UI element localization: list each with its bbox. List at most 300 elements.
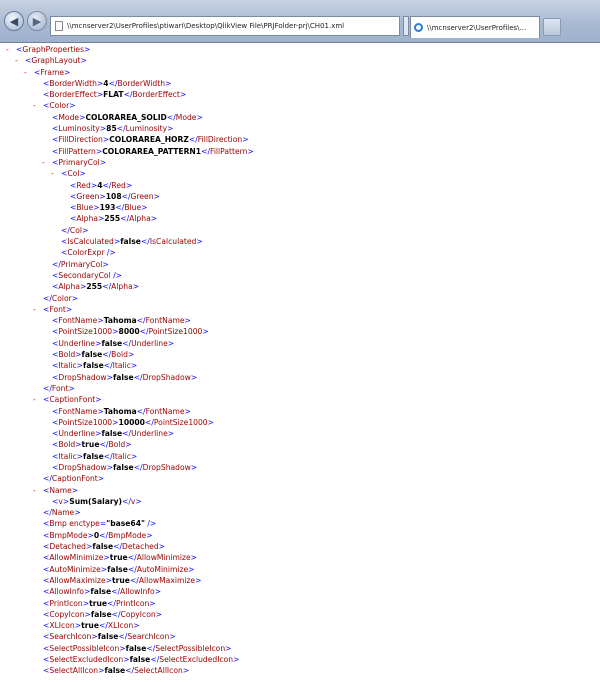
xml-tag-name: FontName	[145, 316, 185, 326]
xml-tag-name: Mode	[175, 112, 197, 122]
xml-line	[0, 406, 600, 417]
xml-tag-name: AutoMinimize	[136, 564, 189, 574]
xml-tag-name: AllowInfo	[120, 587, 155, 597]
xml-bracket: >	[125, 180, 133, 190]
xml-tag-name: Underline	[131, 429, 168, 439]
xml-bracket: >	[169, 632, 176, 642]
xml-line	[0, 338, 600, 349]
xml-bracket: >	[87, 530, 94, 540]
xml-bracket: <	[43, 90, 50, 100]
xml-bracket: </	[125, 666, 135, 676]
xml-line	[0, 372, 600, 383]
xml-bracket: <	[52, 270, 59, 280]
xml-tag-name: Bmp	[49, 519, 67, 529]
xml-bracket: >	[190, 372, 198, 382]
xml-line	[0, 78, 600, 89]
xml-line	[0, 530, 600, 541]
xml-bracket: <	[52, 338, 59, 348]
xml-line	[0, 123, 600, 134]
xml-bracket: <	[52, 451, 59, 461]
xml-bracket: </	[102, 180, 112, 190]
xml-bracket: </	[123, 90, 133, 100]
xml-bracket: >	[133, 621, 140, 631]
xml-value: COLORAREA_HORZ	[109, 135, 189, 145]
xml-tag-name: Alpha	[129, 214, 151, 224]
xml-tag-name: Detached	[49, 542, 87, 552]
xml-tag-name: SelectAllIcon	[134, 666, 183, 676]
address-text: \\mcnserver2\UserProfiles\ptiwari\Desktop\QlikView File\PRJFolder-prj\CH01.xml	[67, 22, 345, 30]
xml-bracket: >	[99, 191, 106, 201]
xml-bracket: </	[201, 146, 210, 156]
xml-bracket: >	[62, 496, 70, 506]
xml-tag-name: Alpha	[76, 214, 98, 224]
xml-bracket: >	[146, 530, 153, 540]
xml-value: 255	[86, 282, 103, 292]
xml-tag-name: FontName	[58, 316, 98, 326]
xml-bracket: >	[130, 361, 138, 371]
xml-line	[0, 394, 600, 405]
xml-value: true	[89, 598, 108, 608]
xml-value: 4	[97, 180, 103, 190]
xml-bracket: <	[43, 632, 50, 642]
xml-bracket: >	[233, 655, 240, 665]
xml-tag-name: FillPattern	[210, 146, 248, 156]
xml-attr-value: "base64"	[106, 519, 145, 529]
xml-tag-name: Underline	[58, 338, 96, 348]
tab-title: \\mcnserver2\UserProfiles\...	[427, 23, 527, 32]
xml-bracket: <	[43, 643, 50, 653]
xml-bracket: >	[112, 327, 119, 337]
xml-value: false	[81, 350, 103, 360]
xml-bracket: <	[43, 609, 50, 619]
xml-bracket: >	[179, 90, 187, 100]
xml-value: true	[81, 621, 99, 631]
xml-bracket: </	[122, 338, 132, 348]
xml-bracket: <	[43, 519, 50, 529]
xml-bracket: <	[70, 214, 77, 224]
xml-bracket: >	[97, 474, 105, 484]
xml-bracket: </	[113, 542, 123, 552]
xml-line	[0, 168, 600, 179]
xml-tag-name: Font	[49, 304, 66, 314]
tab-divider	[403, 16, 409, 36]
xml-bracket: >	[167, 338, 175, 348]
xml-tag-name: Blue	[124, 203, 142, 213]
xml-line	[0, 598, 600, 609]
xml-bracket: </	[127, 564, 137, 574]
xml-tag-name: CaptionFont	[49, 395, 96, 405]
xml-bracket: >	[97, 406, 104, 416]
xml-line	[0, 620, 600, 631]
xml-value: 255	[104, 214, 121, 224]
xml-attr-name: enctype	[66, 519, 100, 529]
xml-line	[0, 112, 600, 123]
xml-line	[0, 146, 600, 157]
xml-bracket: </	[108, 78, 118, 88]
xml-tag-name: DropShadow	[58, 372, 107, 382]
xml-tag-name: SelectPossibleIcon	[49, 643, 120, 653]
xml-line	[0, 281, 600, 292]
xml-bracket: </	[121, 191, 131, 201]
xml-value: false	[125, 643, 147, 653]
xml-value: false	[129, 655, 151, 665]
xml-value: 0	[93, 530, 100, 540]
xml-bracket: <	[43, 553, 50, 563]
xml-bracket: <	[61, 248, 68, 258]
xml-bracket: </	[122, 496, 131, 506]
xml-bracket: >	[184, 316, 191, 326]
xml-bracket: <	[43, 542, 50, 552]
xml-value: 193	[99, 203, 116, 213]
xml-tag-name: Mode	[58, 112, 80, 122]
xml-line	[0, 247, 600, 258]
xml-line	[0, 315, 600, 326]
xml-bracket: >	[188, 564, 195, 574]
xml-tag-name: Alpha	[58, 282, 80, 292]
xml-tag-name: PointSize1000	[58, 327, 113, 337]
xml-bracket: <	[70, 180, 77, 190]
xml-bracket: <	[43, 78, 50, 88]
xml-bracket: >	[202, 327, 209, 337]
xml-bracket: <	[43, 621, 50, 631]
back-arrow-icon: ◀	[9, 14, 19, 28]
xml-tag-name: BorderWidth	[117, 78, 166, 88]
xml-tag-name: Name	[51, 508, 75, 518]
xml-bracket: <	[52, 112, 59, 122]
xml-value: 8000	[118, 327, 140, 337]
xml-bracket: </	[111, 587, 121, 597]
collapse-toggle-icon[interactable]: -	[33, 101, 36, 111]
xml-line	[0, 55, 600, 66]
xml-tag-name: IsCalculated	[149, 237, 197, 247]
xml-bracket: </	[99, 621, 108, 631]
xml-bracket: <	[52, 350, 59, 360]
xml-tag-name: Green	[130, 191, 154, 201]
xml-bracket: </	[43, 293, 52, 303]
xml-bracket: </	[61, 225, 70, 235]
collapse-toggle-icon[interactable]: -	[15, 56, 18, 66]
xml-bracket: <	[52, 157, 59, 167]
xml-bracket: <	[52, 429, 59, 439]
xml-tag-name: PrimaryCol	[60, 259, 103, 269]
xml-bracket: </	[43, 474, 52, 484]
xml-bracket: </	[102, 350, 112, 360]
xml-value: Tahoma	[103, 316, 137, 326]
xml-value: 4	[103, 78, 109, 88]
xml-bracket: >	[167, 124, 174, 134]
xml-value: false	[104, 666, 126, 676]
xml-bracket: >	[74, 621, 82, 631]
xml-value: FLAT	[103, 90, 124, 100]
xml-line	[0, 451, 600, 462]
xml-bracket: <	[43, 587, 50, 597]
xml-bracket: </	[122, 429, 132, 439]
xml-value: false	[112, 462, 134, 472]
xml-tag-name: FillDirection	[58, 135, 103, 145]
xml-bracket: </	[136, 316, 146, 326]
xml-line	[0, 428, 600, 439]
xml-value: Sum(Salary)	[69, 496, 122, 506]
xml-bracket: >	[196, 237, 203, 247]
xml-bracket: </	[43, 508, 52, 518]
xml-bracket: >	[99, 157, 107, 167]
xml-bracket: >	[158, 542, 166, 552]
xml-line	[0, 518, 600, 529]
xml-bracket: <	[43, 304, 50, 314]
xml-tag-name: CopyIcon	[49, 609, 85, 619]
xml-line	[0, 643, 600, 654]
xml-tag-name: SearchIcon	[127, 632, 170, 642]
xml-line	[0, 326, 600, 337]
xml-line	[0, 67, 600, 78]
forward-button[interactable]	[27, 11, 47, 31]
xml-bracket: >	[195, 575, 202, 585]
xml-tag-name: Underline	[58, 429, 96, 439]
xml-bracket: >	[98, 666, 105, 676]
xml-bracket: >	[84, 609, 91, 619]
collapse-toggle-icon[interactable]: -	[33, 304, 36, 314]
xml-bracket: <	[16, 45, 23, 54]
xml-bracket: >	[84, 587, 91, 597]
xml-bracket: </	[166, 112, 176, 122]
xml-tag-name: SelectAllIcon	[49, 666, 99, 676]
xml-bracket: >	[127, 350, 135, 360]
xml-tag-name: PrintIcon	[115, 598, 150, 608]
xml-bracket: <	[43, 655, 50, 665]
xml-tag-name: v	[58, 496, 63, 506]
xml-tag-name: SelectExcludedIcon	[159, 655, 234, 665]
xml-bracket: >	[90, 180, 98, 190]
xml-bracket: </	[103, 451, 113, 461]
xml-line	[0, 236, 600, 247]
xml-value: Tahoma	[103, 406, 137, 416]
xml-tag-name: Color	[49, 101, 70, 111]
xml-bracket: <	[43, 530, 50, 540]
xml-bracket: >	[79, 112, 86, 122]
xml-line	[0, 462, 600, 473]
xml-bracket: >	[96, 90, 104, 100]
xml-bracket: </	[139, 327, 149, 337]
xml-tag-name: PrimaryCol	[58, 157, 100, 167]
browser-chrome	[0, 0, 600, 43]
xml-bracket: <	[43, 575, 50, 585]
xml-line	[0, 349, 600, 360]
xml-tag-name: BorderEffect	[132, 90, 180, 100]
xml-bracket: >	[196, 112, 203, 122]
xml-bracket: <	[52, 417, 59, 427]
xml-bracket: </	[52, 259, 61, 269]
xml-bracket: />	[144, 519, 157, 529]
xml-bracket: >	[119, 643, 126, 653]
xml-bracket: >	[207, 417, 215, 427]
xml-bracket: <	[25, 56, 32, 66]
xml-tag-name: BorderEffect	[49, 90, 97, 100]
xml-bracket: </	[102, 282, 112, 292]
xml-bracket: >	[102, 135, 110, 145]
xml-bracket: </	[99, 440, 109, 450]
xml-bracket: >	[91, 632, 98, 642]
xml-bracket: >	[242, 135, 249, 145]
xml-tag-name: Italic	[112, 361, 131, 371]
xml-value: false	[97, 632, 119, 642]
xml-value: true	[109, 553, 128, 563]
xml-value: false	[107, 564, 128, 574]
xml-bracket: </	[103, 361, 113, 371]
xml-bracket: >	[113, 237, 121, 247]
xml-tag-name: SelectExcludedIcon	[49, 655, 124, 665]
xml-bracket: </	[133, 372, 143, 382]
xml-bracket: <	[52, 462, 59, 472]
xml-bracket: <	[52, 372, 59, 382]
xml-bracket: >	[149, 598, 156, 608]
xml-bracket: </	[118, 632, 128, 642]
xml-bracket: <	[34, 67, 41, 77]
xml-bracket: >	[130, 451, 138, 461]
xml-bracket: </	[127, 553, 137, 563]
xml-bracket: >	[76, 451, 84, 461]
xml-line	[0, 225, 600, 236]
xml-bracket: >	[125, 440, 132, 450]
xml-tag-name: Italic	[112, 451, 131, 461]
xml-bracket: >	[82, 598, 90, 608]
back-button[interactable]	[4, 11, 24, 31]
xml-line	[0, 586, 600, 597]
xml-tag-name: PointSize1000	[153, 417, 208, 427]
xml-value: COLORAREA_PATTERN1	[102, 146, 202, 156]
xml-bracket: />	[110, 270, 122, 280]
xml-tag-name: AutoMinimize	[49, 564, 101, 574]
xml-tag-name: SearchIcon	[49, 632, 92, 642]
xml-tag-name: Bold	[111, 350, 128, 360]
xml-bracket: </	[129, 575, 139, 585]
xml-line	[0, 213, 600, 224]
collapse-toggle-icon[interactable]: -	[33, 485, 36, 495]
xml-bracket: >	[79, 282, 87, 292]
xml-tag-name: v	[130, 496, 136, 506]
xml-bracket: <	[52, 361, 59, 371]
xml-value: false	[101, 429, 123, 439]
xml-tag-name: Font	[51, 383, 69, 393]
xml-bracket: >	[225, 643, 232, 653]
xml-tag-name: FillDirection	[197, 135, 243, 145]
xml-bracket: >	[182, 666, 190, 676]
xml-tag-name: Col	[67, 169, 80, 179]
xml-tag-name: Blue	[76, 203, 94, 213]
xml-document	[0, 44, 600, 682]
xml-bracket: >	[112, 417, 119, 427]
xml-bracket: <	[61, 169, 68, 179]
xml-bracket: </	[115, 203, 125, 213]
xml-tag-name: IsCalculated	[67, 237, 114, 247]
xml-tag-name: Name	[49, 485, 72, 495]
xml-line	[0, 417, 600, 428]
xml-bracket: <	[52, 146, 59, 156]
xml-bracket: </	[43, 383, 52, 393]
xml-line	[0, 383, 600, 394]
xml-bracket: >	[86, 542, 93, 552]
xml-value: false	[83, 451, 104, 461]
ie-icon	[414, 23, 423, 32]
collapse-toggle-icon[interactable]: -	[24, 67, 27, 77]
xml-bracket: >	[99, 124, 107, 134]
xml-bracket: <	[52, 124, 59, 134]
xml-bracket: >	[71, 293, 79, 303]
xml-bracket: <	[52, 135, 59, 145]
xml-line	[0, 180, 600, 191]
xml-bracket: >	[106, 372, 113, 382]
tab-active[interactable]	[410, 16, 540, 38]
xml-tag-name: Col	[69, 225, 82, 235]
xml-bracket: >	[65, 304, 73, 314]
xml-tag-name: XLIcon	[107, 621, 134, 631]
xml-bracket: >	[154, 587, 162, 597]
xml-bracket: >	[190, 553, 198, 563]
xml-tag-name: Luminosity	[125, 124, 168, 134]
xml-bracket: </	[136, 406, 146, 416]
collapse-toggle-icon[interactable]: -	[51, 169, 54, 179]
xml-bracket: <	[43, 395, 50, 405]
xml-bracket: </	[107, 598, 116, 608]
xml-bracket: <	[61, 237, 68, 247]
xml-line	[0, 496, 600, 507]
xml-bracket: >	[95, 338, 102, 348]
xml-bracket: >	[153, 191, 160, 201]
xml-line	[0, 609, 600, 620]
xml-line	[0, 507, 600, 518]
xml-tag-name: SelectPossibleIcon	[155, 643, 226, 653]
xml-bracket: >	[141, 203, 148, 213]
xml-bracket: >	[135, 496, 142, 506]
xml-value: false	[90, 587, 112, 597]
new-tab-button[interactable]	[543, 18, 561, 36]
forward-arrow-icon: ▶	[32, 14, 42, 28]
xml-tag-name: FontName	[145, 406, 185, 416]
xml-bracket: >	[64, 67, 71, 77]
xml-value: false	[101, 338, 123, 348]
collapse-toggle-icon[interactable]: -	[42, 157, 45, 167]
xml-bracket: <	[43, 598, 50, 608]
xml-bracket: >	[150, 214, 158, 224]
xml-tag-name: DropShadow	[58, 462, 107, 472]
xml-tag-name: GraphLayout	[31, 56, 81, 66]
xml-tag-name: Detached	[122, 542, 159, 552]
xml-value: false	[92, 542, 114, 552]
xml-bracket: >	[95, 429, 102, 439]
collapse-toggle-icon[interactable]: -	[6, 45, 9, 54]
xml-bracket: <	[52, 316, 59, 326]
xml-bracket: >	[102, 259, 109, 269]
xml-bracket: </	[133, 462, 143, 472]
xml-tag-name: FillPattern	[58, 146, 96, 156]
xml-tag-name: AllowInfo	[49, 587, 85, 597]
xml-tag-name: AllowMaximize	[49, 575, 106, 585]
xml-bracket: >	[68, 383, 75, 393]
xml-tag-name: Color	[51, 293, 72, 303]
address-bar[interactable]	[50, 16, 400, 36]
xml-line	[0, 100, 600, 111]
xml-line	[0, 485, 600, 496]
xml-tag-name: GraphProperties	[22, 45, 85, 54]
xml-bracket: >	[93, 203, 100, 213]
xml-equals: =	[99, 519, 107, 529]
collapse-toggle-icon[interactable]: -	[33, 395, 36, 405]
xml-bracket: >	[75, 350, 82, 360]
xml-tag-name: Frame	[40, 67, 65, 77]
xml-tag-name: Red	[76, 180, 91, 190]
xml-bracket: >	[184, 406, 191, 416]
xml-line	[0, 157, 600, 168]
xml-line	[0, 304, 600, 315]
